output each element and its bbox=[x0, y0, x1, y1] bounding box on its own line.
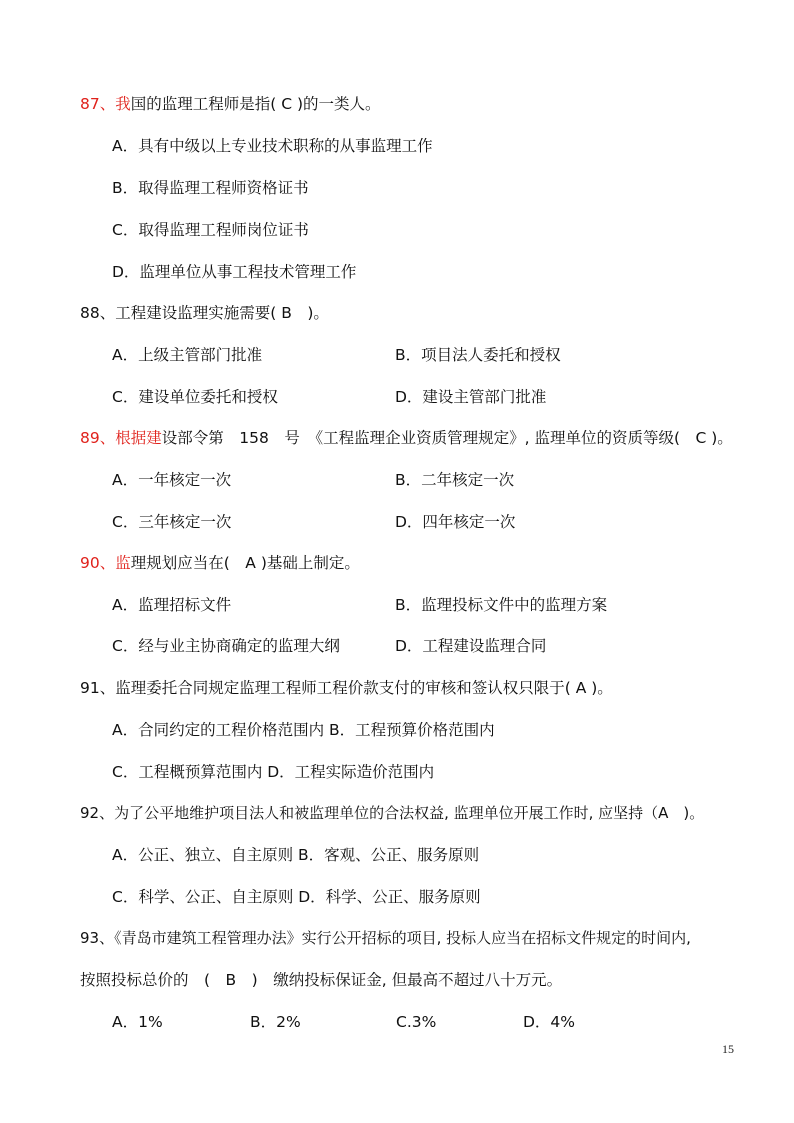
question-90 bbox=[80, 553, 360, 573]
question-number: 89、 bbox=[80, 429, 116, 447]
page-number: 15 bbox=[722, 1042, 734, 1056]
option-d: D．四年核定一次 bbox=[395, 513, 516, 531]
options-cd: C．科学、公正、自主原则 D．科学、公正、服务原则 bbox=[112, 888, 481, 906]
question-89 bbox=[80, 428, 733, 448]
option-b: B．项目法人委托和授权 bbox=[395, 346, 561, 364]
highlighted-text: 我 bbox=[115, 95, 131, 113]
option-b: B．取得监理工程师资格证书 bbox=[112, 179, 309, 197]
option-b: B．二年核定一次 bbox=[395, 471, 515, 489]
option-a: A．上级主管部门批准 bbox=[112, 346, 263, 364]
question-text: 国的监理工程师是指( C )的一类人。 bbox=[130, 95, 381, 113]
option-d: D．工程建设监理合同 bbox=[395, 637, 547, 655]
highlighted-text: 根据建 bbox=[115, 429, 162, 447]
option-c: C．三年核定一次 bbox=[112, 513, 232, 531]
option-c: C.3% bbox=[396, 1013, 437, 1031]
option-b: B．监理投标文件中的监理方案 bbox=[395, 596, 608, 614]
question-text: 设部令第 158 号 《工程监理企业资质管理规定》, 监理单位的资质等级( C )。 bbox=[161, 429, 733, 447]
option-c: C．取得监理工程师岗位证书 bbox=[112, 221, 309, 239]
question-number: 90、 bbox=[80, 554, 116, 572]
question-text: 理规划应当在( A )基础上制定。 bbox=[130, 554, 360, 572]
option-d: D．4% bbox=[523, 1013, 576, 1031]
option-a: A．一年核定一次 bbox=[112, 471, 232, 489]
option-c: C．经与业主协商确定的监理大纲 bbox=[112, 637, 340, 655]
option-a: A．具有中级以上专业技术职称的从事监理工作 bbox=[112, 137, 433, 155]
option-d: D．监理单位从事工程技术管理工作 bbox=[112, 263, 357, 281]
question-92: 92、为了公平地维护项目法人和被监理单位的合法权益, 监理单位开展工作时, 应坚持（A )。 bbox=[80, 804, 705, 822]
option-c: C．建设单位委托和授权 bbox=[112, 388, 278, 406]
option-b: B．2% bbox=[250, 1013, 301, 1031]
options-ab: A．合同约定的工程价格范围内 B．工程预算价格范围内 bbox=[112, 721, 495, 739]
highlighted-text: 监 bbox=[115, 554, 131, 572]
question-88: 88、工程建设监理实施需要( B )。 bbox=[80, 304, 329, 322]
options-cd: C．工程概预算范围内 D．工程实际造价范围内 bbox=[112, 763, 435, 781]
option-d: D．建设主管部门批准 bbox=[395, 388, 547, 406]
option-a: A．1% bbox=[112, 1013, 163, 1031]
question-number: 87、 bbox=[80, 95, 116, 113]
options-ab: A．公正、独立、自主原则 B．客观、公正、服务原则 bbox=[112, 846, 480, 864]
question-93-line-2: 按照投标总价的 ( B ) 缴纳投标保证金, 但最高不超过八十万元。 bbox=[80, 971, 563, 989]
question-91: 91、监理委托合同规定监理工程师工程价款支付的审核和签认权只限于( A )。 bbox=[80, 679, 613, 697]
question-93-line-1: 93、《青岛市建筑工程管理办法》实行公开招标的项目, 投标人应当在招标文件规定的时间内, bbox=[80, 929, 691, 947]
option-a: A．监理招标文件 bbox=[112, 596, 232, 614]
question-87 bbox=[80, 94, 381, 114]
